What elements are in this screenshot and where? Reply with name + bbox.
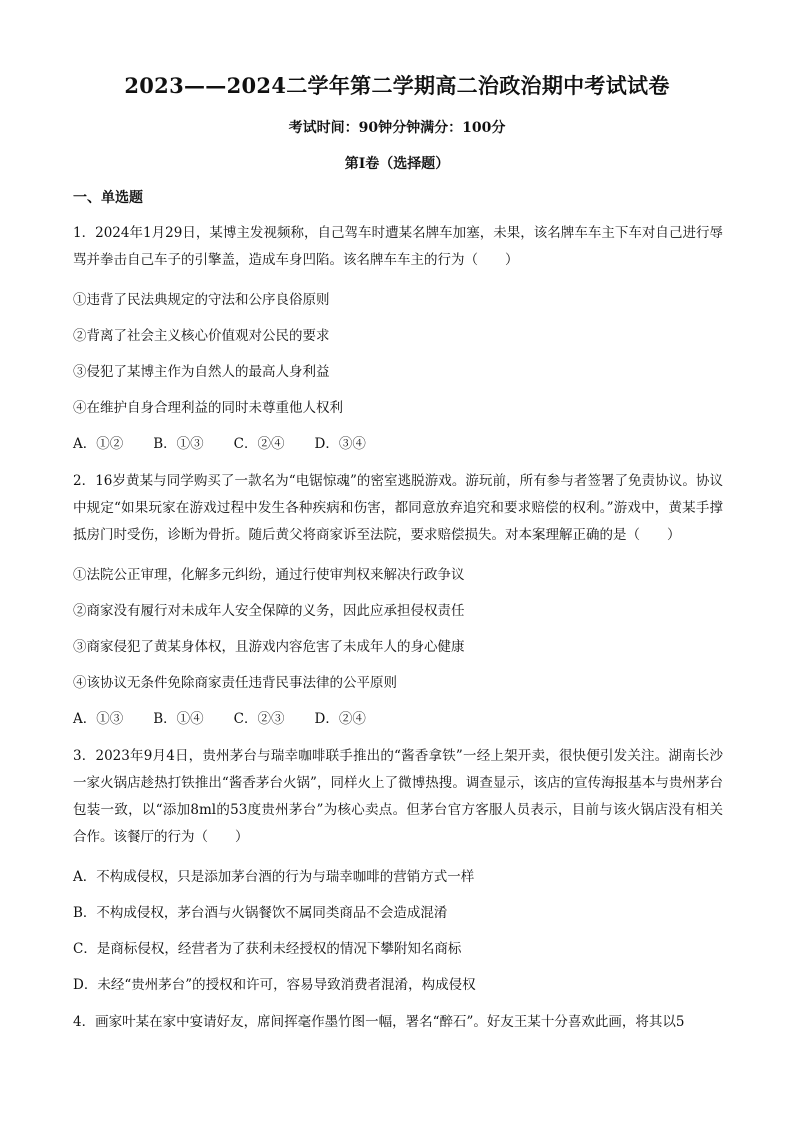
statement-1: ①违背了民法典规定的守法和公序良俗原则 xyxy=(73,292,330,308)
choice-b[interactable]: B．①③ xyxy=(153,436,204,452)
statement-4: ④该协议无条件免除商家责任违背民事法律的公平原则 xyxy=(73,675,397,691)
statement-4: ④在维护自身合理利益的同时未尊重他人权利 xyxy=(73,400,343,416)
question-stem: 4．画家叶某在家中宴请好友，席间挥毫作墨竹图一幅，署名“醉石”。好友王某十分喜欢此画，将其以5 xyxy=(73,1014,685,1030)
choice-a[interactable]: A．不构成侵权，只是添加茅台酒的行为与瑞幸咖啡的营销方式一样 xyxy=(73,869,475,885)
choice-d[interactable]: D．未经“贵州茅台”的授权和许可，容易导致消费者混淆，构成侵权 xyxy=(73,977,476,993)
answer-choices xyxy=(73,709,723,729)
choice-c[interactable]: C．②③ xyxy=(233,711,285,727)
statement-3: ③商家侵犯了黄某身体权，且游戏内容危害了未成年人的身心健康 xyxy=(73,639,465,655)
statement-1: ①法院公正审理，化解多元纠纷，通过行使审判权来解决行政争议 xyxy=(73,567,465,583)
question-1 xyxy=(73,220,723,454)
choice-b[interactable]: B．①④ xyxy=(153,711,204,727)
choice-d[interactable]: D．②④ xyxy=(314,711,366,727)
question-stem: 3．2023年9月4日，贵州茅台与瑞幸咖啡联手推出的“酱香拿铁”一经上架开卖，很快便引发关注。湖南长沙一家火锅店趁热打铁推出“酱香茅台火锅”，同样火上了微博热搜。调查显示，该店的宣传海报基本与贵州茅台包装一致，以“添加8ml的53度贵州茅台”为核心卖点。但茅台官方客服人员表示，目前与该火锅店没有相关合作。该餐厅的行为（ ） xyxy=(73,748,723,845)
choice-b[interactable]: B．不构成侵权，茅台酒与火锅餐饮不属同类商品不会造成混淆 xyxy=(73,905,448,921)
statement-2: ②商家没有履行对未成年人安全保障的义务，因此应承担侵权责任 xyxy=(73,603,465,619)
question-4 xyxy=(73,1009,723,1036)
choice-c[interactable]: C．是商标侵权，经营者为了获利未经授权的情况下攀附知名商标 xyxy=(73,941,462,957)
questions-list xyxy=(73,220,723,1050)
statement-2: ②背离了社会主义核心价值观对公民的要求 xyxy=(73,328,330,344)
choice-d[interactable]: D．③④ xyxy=(314,436,366,452)
question-2 xyxy=(73,468,723,729)
question-stem: 2．16岁黄某与同学购买了一款名为“电锯惊魂”的密室逃脱游戏。游玩前，所有参与者签署了免责协议。协议中规定“如果玩家在游戏过程中发生各种疾病和伤害，都同意放弃追究和要求赔偿的权利。”游戏中，黄某手撑抵房门时受伤，诊断为骨折。随后黄父将商家诉至法院，要求赔偿损失。对本案理解正确的是（ ） xyxy=(73,473,723,543)
exam-title: 2023——2024二学年第二学期高二治政治期中考试试卷 xyxy=(124,73,670,98)
exam-info: 考试时间：90钟分钟满分：100分 xyxy=(288,120,506,136)
question-3 xyxy=(73,743,723,995)
volume-heading: 第Ⅰ卷（选择题） xyxy=(344,156,450,172)
statement-3: ③侵犯了某博主作为自然人的最高人身利益 xyxy=(73,364,330,380)
choice-c[interactable]: C．②④ xyxy=(233,436,285,452)
choice-a[interactable]: A．①② xyxy=(73,436,124,452)
choice-a[interactable]: A．①③ xyxy=(73,711,124,727)
answer-choices xyxy=(73,434,723,454)
question-stem: 1．2024年1月29日，某博主发视频称，自己驾车时遭某名牌车加塞，未果，该名牌车车主下车对自己进行辱骂并拳击自己车子的引擎盖，造成车身凹陷。该名牌车车主的行为（ ） xyxy=(73,225,723,268)
section-heading: 一、单选题 xyxy=(73,190,143,206)
